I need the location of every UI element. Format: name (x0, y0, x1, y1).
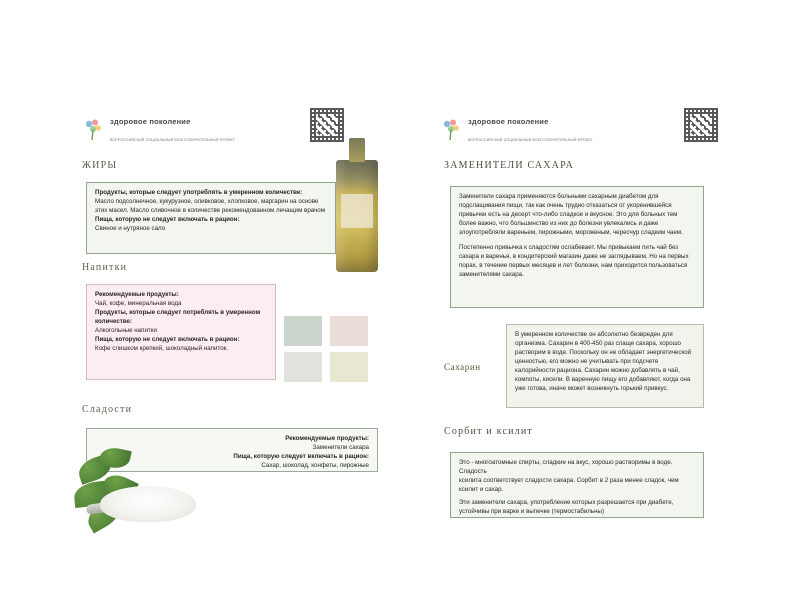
sweets-include-label: Пища, которую следует включать в рацион: (233, 452, 369, 460)
fats-avoid-text: Свиное и нутряное сало (95, 224, 166, 232)
sugar-pile-shape (100, 486, 196, 522)
brand-title: здоровое поколение (110, 117, 191, 126)
sorbit-text-3: Эти заменители сахара, употребление которых разрешается при диабете, устойчивы при варке и выпечке (термостабильны) (459, 498, 674, 515)
color-swatch-2 (330, 316, 368, 346)
fats-moderate-label: Продукты, которые следует употреблять в умеренном количестве: (95, 189, 303, 196)
section-title-sugar-substitutes: ЗАМЕНИТЕЛИ САХАРА (444, 160, 575, 171)
sorbit-xylitol-panel (450, 452, 704, 518)
drinks-avoid-label: Пища, которую не следует включать в рацион: (95, 335, 240, 343)
color-swatch-3 (284, 352, 322, 382)
brand-text-right (468, 112, 593, 146)
saccharin-panel (506, 324, 704, 408)
drinks-recommended-text: Чай, кофе, минеральная вода (95, 299, 182, 307)
color-swatch-1 (284, 316, 322, 346)
drinks-avoid-text: Кофе слишком крепкий, шоколадный напиток. (95, 344, 229, 352)
sweets-recommended-text: Заменители сахара (312, 443, 369, 451)
fats-panel (86, 182, 336, 254)
color-swatch-4 (330, 352, 368, 382)
sweets-include-text: Сахар, шоколад, конфеты, пирожные (261, 461, 369, 469)
brand-text-left (110, 112, 235, 146)
drinks-moderate-label: Продукты, которые следует потреблять в умеренном количестве: (95, 308, 261, 325)
brand-subtitle: ВСЕРОССИЙСКИЙ СОЦИАЛЬНЫЙ БЛАГОТВОРИТЕЛЬНЫЙ ПРОЕКТ (110, 137, 235, 142)
drinks-moderate-text: Алкогольные напитки (95, 326, 157, 334)
flower-logo-icon (440, 117, 462, 141)
saccharin-label: Сахарин (444, 362, 481, 372)
drinks-recommended-label: Рекомендуемые продукты: (95, 291, 179, 298)
sorbit-text-2: ксилита соответствует сладости сахара. Сорбит в 2 раза менее сладок, чем ксилит и сахар. (459, 476, 679, 493)
section-title-fats: ЖИРЫ (82, 160, 118, 171)
brand-subtitle: ВСЕРОССИЙСКИЙ СОЦИАЛЬНЫЙ БЛАГОТВОРИТЕЛЬНЫЙ ПРОЕКТ (468, 137, 593, 142)
flower-logo-icon (82, 117, 104, 141)
saccharin-text: В умеренном количестве он абсолютно безвреден для организма. Сахарин в 400-450 раз слаще сахара, хорошо растворим в воде. Поскольку он не обладает энергетической ценностью, его можно не учитывать при подсчете калорийности рациона. Сахарин можно добавлять в чай, компоты, кисели. В варенную пищу его добавляют, когда она уже готова, иначе может возникнуть горький привкус. (515, 331, 692, 392)
fats-moderate-text: Масло подсолнечное, кукурузное, оливковое, хлопковое, маргарин на основе этих масел. Масло сливочное в количестве рекомендованном лечащим врачом (95, 197, 325, 214)
section-title-drinks: Напитки (82, 262, 128, 273)
section-title-sorbit-xylitol: Сорбит и ксилит (444, 426, 533, 437)
section-title-sweets: Сладости (82, 404, 133, 415)
qr-code-icon[interactable] (684, 108, 718, 142)
drinks-panel (86, 284, 276, 380)
brand-title: здоровое поколение (468, 117, 549, 126)
olive-oil-bottle-photo (336, 160, 378, 272)
intro-paragraph-1: Заменители сахара применяются больными сахарным диабетом для подслащивания пищи, так как очень трудно отказаться от укоренившейся привычки есть на десерт что-либо сладкое и вкусное. Это для больных тем более важно, что большинство из них до болезни увлекались и даже злоупотребляли вареньем, пирожными, мороженым, чересчур сладким чаем. (459, 193, 683, 236)
sorbit-text-1: Это - многоатомные спирты, сладкие на вкус, хорошо растворимы в воде. Сладость (459, 459, 673, 475)
fats-avoid-label: Пища, которую не следует включать в рацион: (95, 215, 240, 223)
sweets-recommended-label: Рекомендуемые продукты: (285, 435, 369, 442)
brand-logo-right (440, 112, 593, 146)
intro-paragraph-2: Постепенно привычка к сладостям ослабевает. Мы привыкаем пить чай без сахара и варенья, в кондитерский магазин даже не заглядываем. Но на первых порах, в течение первых месяцев и лет болезни, нам приходится пользоваться заменителями сахара. (459, 243, 689, 278)
sugar-substitutes-intro-panel (450, 186, 704, 308)
brand-logo-left (82, 112, 235, 146)
qr-code-icon[interactable] (310, 108, 344, 142)
